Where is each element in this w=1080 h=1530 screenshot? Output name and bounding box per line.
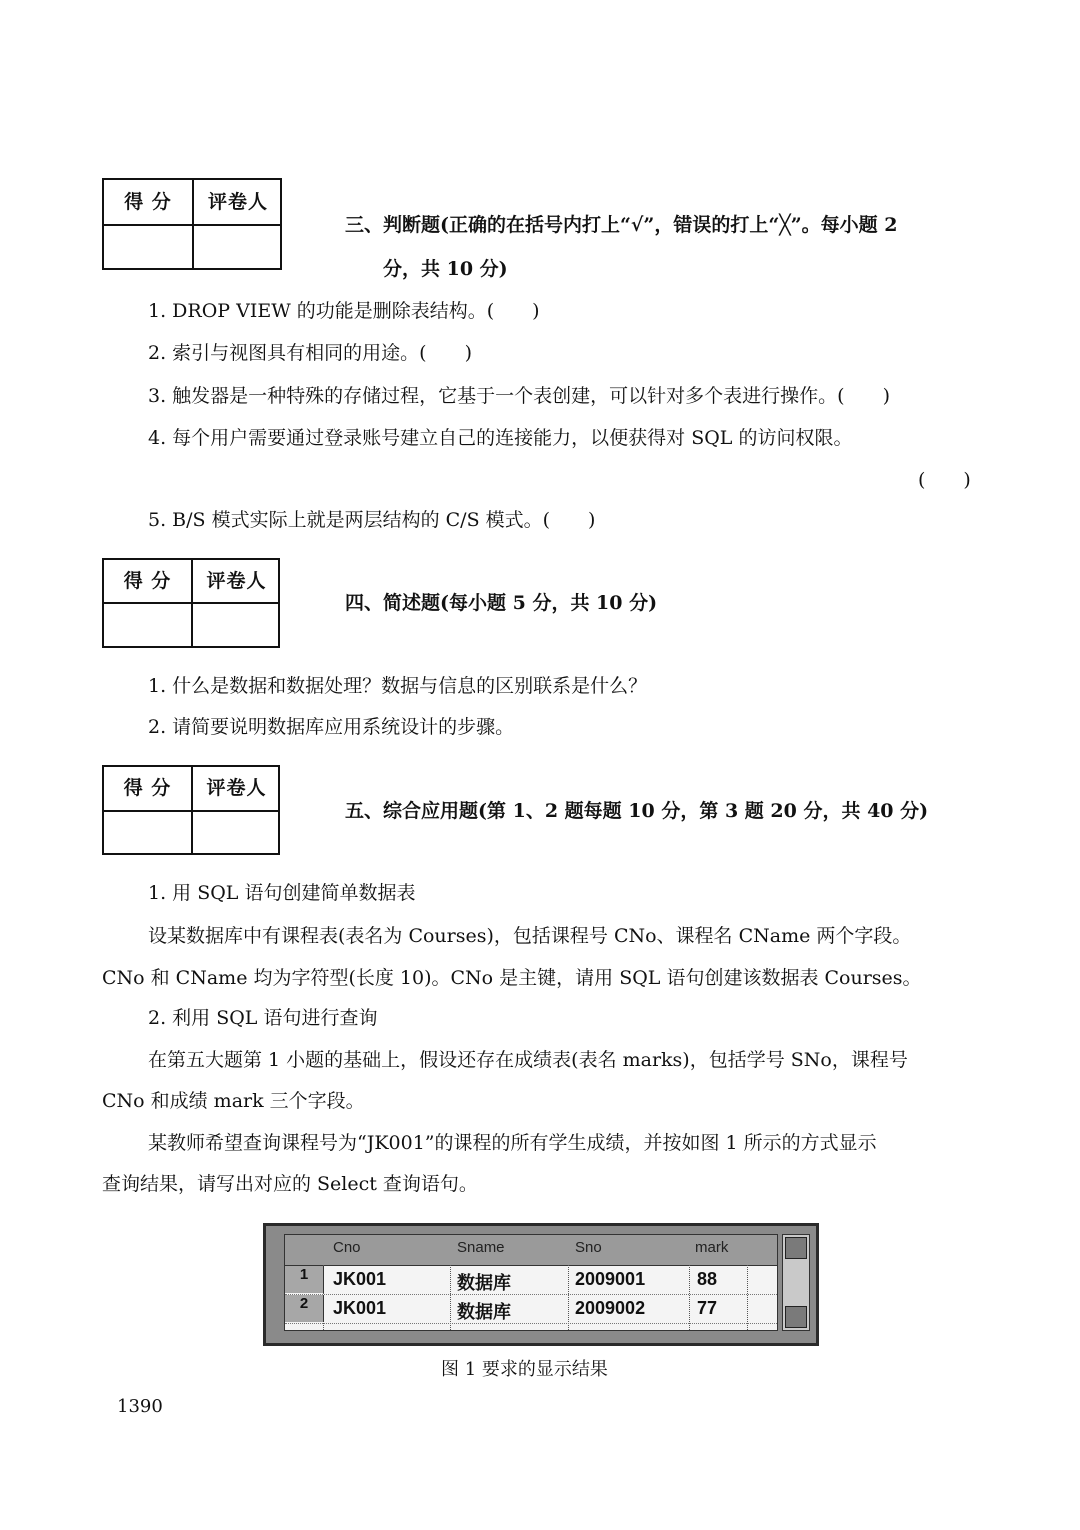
section5-q1-line2: CNo 和 CName 均为字符型(长度 10)。CNo 是主键，请用 SQL 语句创建该数据表 Courses。 [102,967,922,989]
cell-sno: 2009002 [575,1298,646,1318]
column-header: Sno [575,1239,602,1256]
column-header: Sname [457,1239,505,1256]
grader-label: 评卷人 [206,777,267,799]
row-number: 1 [285,1266,324,1293]
scroll-up-button [785,1237,807,1259]
grader-label: 评卷人 [207,191,268,213]
section3-q1: 1. DROP VIEW 的功能是删除表结构。( ) [148,300,540,322]
table-row [285,1266,777,1295]
grid-header [285,1235,777,1266]
cell-course-name: 数据库 [457,1302,511,1322]
table-row [285,1295,777,1324]
section3-q2: 2. 索引与视图具有相同的用途。( ) [148,342,472,364]
section5-q2-line3: 某教师希望查询课程号为“JK001”的课程的所有学生成绩，并按如图 1 所示的方式显示 [148,1132,877,1154]
section3-q5: 5. B/S 模式实际上就是两层结构的 C/S 模式。( ) [148,509,596,531]
column-header: mark [695,1239,729,1256]
cell-cno: JK001 [333,1298,387,1318]
section5-q2-line1: 在第五大题第 1 小题的基础上，假设还存在成绩表(表名 marks)，包括学号 SNo，课程号 [148,1049,908,1071]
cell-course-name: 数据库 [457,1273,511,1293]
section5-heading: 五、综合应用题(第 1、2 题每题 10 分，第 3 题 20 分，共 40 分) [345,800,929,822]
cell-cno: JK001 [333,1269,387,1289]
figure-caption: 图 1 要求的显示结果 [441,1359,608,1380]
grid-scrollbar [782,1234,810,1331]
section5-q1-title: 1. 用 SQL 语句创建简单数据表 [148,882,416,904]
row-number: 2 [285,1295,324,1322]
scroll-down-button [785,1306,807,1328]
score-label: 得 分 [124,191,172,213]
section5-q2-line2: CNo 和成绩 mark 三个字段。 [102,1090,365,1112]
section5-q2-title: 2. 利用 SQL 语句进行查询 [148,1007,378,1029]
section3-heading-cont: 分，共 10 分) [383,258,508,280]
section3-q3: 3. 触发器是一种特殊的存储过程，它基于一个表创建，可以针对多个表进行操作。( ) [148,385,890,407]
section4-q1: 1. 什么是数据和数据处理？数据与信息的区别联系是什么？ [148,675,648,697]
grader-label: 评卷人 [206,570,267,592]
cell-mark: 88 [697,1269,718,1289]
result-grid [284,1234,778,1331]
cell-mark: 77 [697,1298,718,1318]
query-result-figure [263,1223,819,1346]
section4-q2: 2. 请简要说明数据库应用系统设计的步骤。 [148,716,515,738]
cell-sno: 2009001 [575,1269,646,1289]
score-box-section5 [102,765,280,855]
score-label: 得 分 [123,570,172,592]
section3-q4: 4. 每个用户需要通过登录账号建立自己的连接能力，以便获得对 SQL 的访问权限。 [148,427,853,449]
section5-q2-line4: 查询结果，请写出对应的 Select 查询语句。 [102,1173,478,1195]
column-header: Cno [333,1239,361,1256]
score-label: 得 分 [123,777,172,799]
section4-heading: 四、简述题(每小题 5 分，共 10 分) [345,592,658,614]
page-number: 1390 [117,1396,163,1417]
score-box-section3 [102,178,282,270]
section5-q1-line1: 设某数据库中有课程表(表名为 Courses)，包括课程号 CNo、课程名 CName 两个字段。 [148,925,912,947]
score-box-section4 [102,558,280,648]
section3-heading: 三、判断题(正确的在括号内打上“√”，错误的打上“╳”。每小题 2 [345,214,898,236]
section3-q4-paren: ( ) [918,469,971,491]
